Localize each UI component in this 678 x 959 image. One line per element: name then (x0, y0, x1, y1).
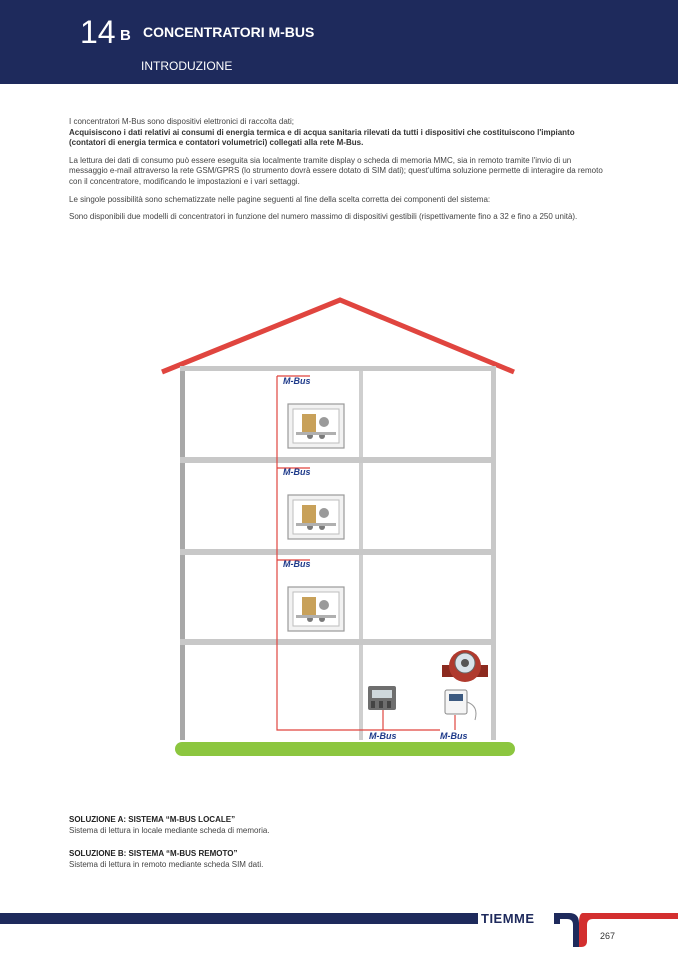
brand-name: TIEMME (481, 911, 535, 926)
solution-a (69, 815, 609, 836)
solutions (69, 815, 609, 883)
intro-bold-text: Acquisiscono i dati relativi ai consumi di energia termica e di acqua sanitaria rilevati da tutti i dispositivi che costituiscono l'impianto (contatori di energia termica e contatori volumetrici) collegati alla rete M-Bus. (69, 127, 575, 148)
chapter-number: 14 (80, 14, 116, 50)
mbus-label: M-Bus (369, 731, 397, 741)
heat-meter (445, 690, 476, 720)
solution-description: Sistema di lettura in remoto mediante scheda SIM dati. (69, 859, 264, 869)
page-title: CONCENTRATORI M-BUS (143, 24, 315, 40)
intro-paragraph-3: Le singole possibilità sono schematizzate nelle pagine seguenti al fine della scelta corretta dei componenti del sistema: (69, 194, 491, 204)
footer-bar (0, 913, 560, 924)
mbus-label: M-Bus (440, 731, 468, 741)
solution-description: Sistema di lettura in locale mediante scheda di memoria. (69, 825, 270, 835)
water-meter (442, 650, 488, 682)
section-subtitle: INTRODUZIONE (141, 59, 233, 73)
intro-line: I concentratori M-Bus sono dispositivi elettronici di raccolta dati; (69, 117, 294, 126)
footer-swoosh (555, 913, 678, 947)
roof (162, 300, 514, 372)
floor-slab (180, 457, 496, 463)
meter-box (288, 495, 344, 539)
mbus-label: M-Bus (283, 467, 311, 477)
page-header (0, 0, 678, 84)
concentrator-device (368, 686, 396, 710)
chapter-letter: B (120, 27, 131, 44)
building-diagram (150, 290, 530, 770)
mbus-label: M-Bus (283, 559, 311, 569)
top-slab (180, 366, 496, 371)
ground (175, 742, 515, 756)
floor-slab (180, 639, 496, 645)
intro-text (69, 117, 611, 230)
mbus-label: M-Bus (283, 376, 311, 386)
floor-slab (180, 549, 496, 555)
solution-title: SOLUZIONE B: SISTEMA “M-BUS REMOTO” (69, 849, 238, 858)
intro-paragraph-4: Sono disponibili due modelli di concentratori in funzione del numero massimo di dispositivi gestibili (rispettivamente fino a 32 e fino a 250 unità). (69, 212, 578, 222)
solution-b (69, 849, 609, 870)
intro-paragraph-2: La lettura dei dati di consumo può essere eseguita sia localmente tramite display o scheda di memoria MMC, sia in remoto tramite l'invio di un messaggio e-mail attraverso la rete GSM/GPRS (lo strumento dovrà essere dotato di SIM dati); quest'ultima soluzione permette di interagire da remoto con il concentratore, modificando le impostazioni e i vari settaggi. (69, 155, 603, 186)
brand-logo (478, 912, 554, 926)
solution-title: SOLUZIONE A: SISTEMA “M-BUS LOCALE” (69, 815, 236, 824)
intro-paragraph-1 (69, 117, 611, 149)
meter-box (288, 404, 344, 448)
page-number: 267 (600, 931, 616, 941)
meter-box (288, 587, 344, 631)
